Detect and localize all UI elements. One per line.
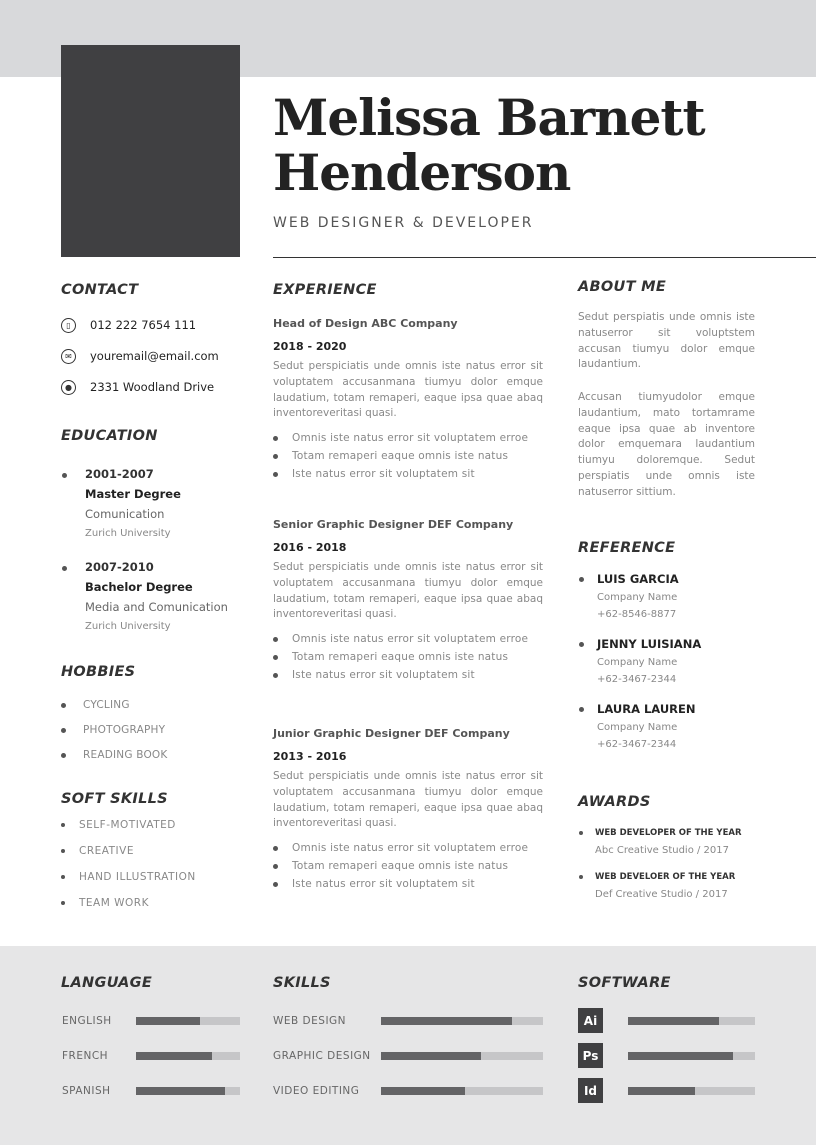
contact-address [61, 378, 241, 396]
about-heading: ABOUT ME [578, 279, 667, 295]
education-field: Comunication [85, 507, 165, 521]
software-bar [628, 1017, 755, 1025]
award-bullet [579, 875, 583, 879]
experience-description: Sedut perspiciatis unde omnis iste natus error sit voluptatem accusanmana tiumyu dolor emque laudatium, totam remaperi, eaque ipsa quae abaq inventoreveritasi quasi. [273, 561, 543, 621]
award-bullet [579, 831, 583, 835]
skills-heading: SKILLS [273, 975, 331, 991]
name-line-2: Henderson [273, 143, 571, 202]
education-item [85, 560, 228, 632]
experience-description: Sedut perspiciatis unde omnis iste natus error sit voluptatem accusanmana tiumyu dolor emque laudatium, totam remaperi, eaque ipsa quae abaq inventoreveritasi quasi. [273, 770, 543, 830]
soft-skill-item: TEAM WORK [61, 897, 149, 909]
award-name: WEB DEVELOER OF THE YEAR [595, 872, 736, 882]
skill-bar [381, 1017, 543, 1025]
reference-phone: +62-8546-8877 [597, 609, 677, 620]
education-school: Zurich University [85, 528, 171, 539]
skill-label: GRAPHIC DESIGN [273, 1050, 371, 1062]
contact-heading: CONTACT [61, 282, 139, 298]
experience-role: Head of Design ABC Company [273, 317, 458, 330]
reference-company: Company Name [597, 722, 678, 733]
experience-bullet: Totam remaperi eaque omnis iste natus [273, 450, 543, 462]
award-name: WEB DEVELOPER OF THE YEAR [595, 828, 742, 838]
skill-label: WEB DESIGN [273, 1015, 347, 1027]
contact-phone [61, 316, 241, 334]
reference-bullet [579, 707, 584, 712]
experience-heading: EXPERIENCE [273, 282, 377, 298]
skill-label: VIDEO EDITING [273, 1085, 360, 1097]
reference-item [597, 702, 696, 750]
education-years: 2001-2007 [85, 467, 154, 481]
awards-heading: AWARDS [578, 794, 651, 810]
reference-phone: +62-3467-2344 [597, 739, 677, 750]
reference-item [597, 572, 679, 620]
name-line-1: Melissa Barnett [273, 88, 705, 147]
education-degree: Master Degree [85, 487, 181, 501]
reference-heading: REFERENCE [578, 540, 676, 556]
experience-item [273, 317, 543, 480]
hobbies-heading: HOBBIES [61, 664, 136, 680]
language-label: FRENCH [62, 1050, 109, 1062]
education-bullet [62, 473, 67, 478]
language-label: SPANISH [62, 1085, 111, 1097]
location-pin-icon: ● [61, 380, 76, 395]
experience-years: 2018 - 2020 [273, 340, 347, 353]
experience-bullet: Totam remaperi eaque omnis iste natus [273, 860, 543, 872]
experience-bullet: Iste natus error sit voluptatem sit [273, 468, 543, 480]
mail-icon: ✉ [61, 349, 76, 364]
about-paragraph-1: Sedut perspiatis unde omnis iste natuserror sit voluptstem accusan tiumyu dolor emque laudantium. [578, 311, 755, 371]
job-title: WEB DESIGNER & DEVELOPER [273, 215, 534, 231]
reference-bullet [579, 577, 584, 582]
experience-bullet: Omnis iste natus error sit voluptatem erroe [273, 432, 543, 444]
indesign-icon: Id [578, 1078, 603, 1103]
experience-item [273, 518, 543, 681]
skill-bar [381, 1087, 543, 1095]
reference-company: Company Name [597, 592, 678, 603]
reference-company: Company Name [597, 657, 678, 668]
photoshop-icon: Ps [578, 1043, 603, 1068]
education-bullet [62, 566, 67, 571]
profile-photo-placeholder [61, 45, 240, 257]
language-bar [136, 1017, 240, 1025]
soft-skills-heading: SOFT SKILLS [61, 791, 168, 807]
language-bar [136, 1087, 240, 1095]
experience-description: Sedut perspiciatis unde omnis iste natus error sit voluptatem accusanmana tiumyu dolor emque laudatium, totam remaperi, eaque ipsa quae abaq inventoreveritasi quasi. [273, 360, 543, 420]
experience-role: Senior Graphic Designer DEF Company [273, 518, 514, 531]
phone-icon: ▯ [61, 318, 76, 333]
experience-bullet: Omnis iste natus error sit voluptatem erroe [273, 842, 543, 854]
education-heading: EDUCATION [61, 428, 158, 444]
contact-email [61, 347, 241, 365]
about-paragraph-2: Accusan tiumyudolor emque laudantium, mato tortamrame eaque ipsa quae ab inventore dolor emquemara laudantium tiumyu doloremque. Sedut perspiatis unde omnis iste natuserror sittium. [578, 391, 755, 498]
hobby-item: CYCLING [61, 699, 130, 711]
full-name [273, 90, 705, 200]
education-years: 2007-2010 [85, 560, 154, 574]
software-heading: SOFTWARE [578, 975, 671, 991]
reference-bullet [579, 642, 584, 647]
reference-name: LUIS GARCIA [597, 572, 679, 586]
reference-phone: +62-3467-2344 [597, 674, 677, 685]
reference-item [597, 637, 701, 685]
soft-skill-item: HAND ILLUSTRATION [61, 871, 196, 883]
education-field: Media and Comunication [85, 600, 228, 614]
skill-bar [381, 1052, 543, 1060]
experience-bullet: Omnis iste natus error sit voluptatem erroe [273, 633, 543, 645]
soft-skill-item: CREATIVE [61, 845, 134, 857]
phone-text: 012 222 7654 111 [90, 318, 197, 332]
experience-item [273, 727, 543, 890]
experience-bullet: Totam remaperi eaque omnis iste natus [273, 651, 543, 663]
award-item [595, 872, 735, 900]
award-org: Def Creative Studio / 2017 [595, 889, 728, 900]
software-bar [628, 1052, 755, 1060]
education-school: Zurich University [85, 621, 171, 632]
experience-years: 2016 - 2018 [273, 541, 347, 554]
language-bar [136, 1052, 240, 1060]
reference-name: LAURA LAUREN [597, 702, 696, 716]
award-item [595, 828, 742, 856]
experience-role: Junior Graphic Designer DEF Company [273, 727, 510, 740]
education-degree: Bachelor Degree [85, 580, 193, 594]
experience-bullet: Iste natus error sit voluptatem sit [273, 878, 543, 890]
award-org: Abc Creative Studio / 2017 [595, 845, 729, 856]
language-heading: LANGUAGE [61, 975, 153, 991]
email-text: youremail@email.com [90, 349, 219, 363]
education-item [85, 467, 181, 539]
illustrator-icon: Ai [578, 1008, 603, 1033]
reference-name: JENNY LUISIANA [597, 637, 702, 651]
experience-years: 2013 - 2016 [273, 750, 347, 763]
soft-skill-item: SELF-MOTIVATED [61, 819, 176, 831]
hobby-item: READING BOOK [61, 749, 167, 761]
language-label: ENGLISH [62, 1015, 112, 1027]
experience-bullet: Iste natus error sit voluptatem sit [273, 669, 543, 681]
hobby-item: PHOTOGRAPHY [61, 724, 165, 736]
address-text: 2331 Woodland Drive [90, 380, 215, 394]
software-bar [628, 1087, 755, 1095]
header-divider [273, 257, 816, 258]
